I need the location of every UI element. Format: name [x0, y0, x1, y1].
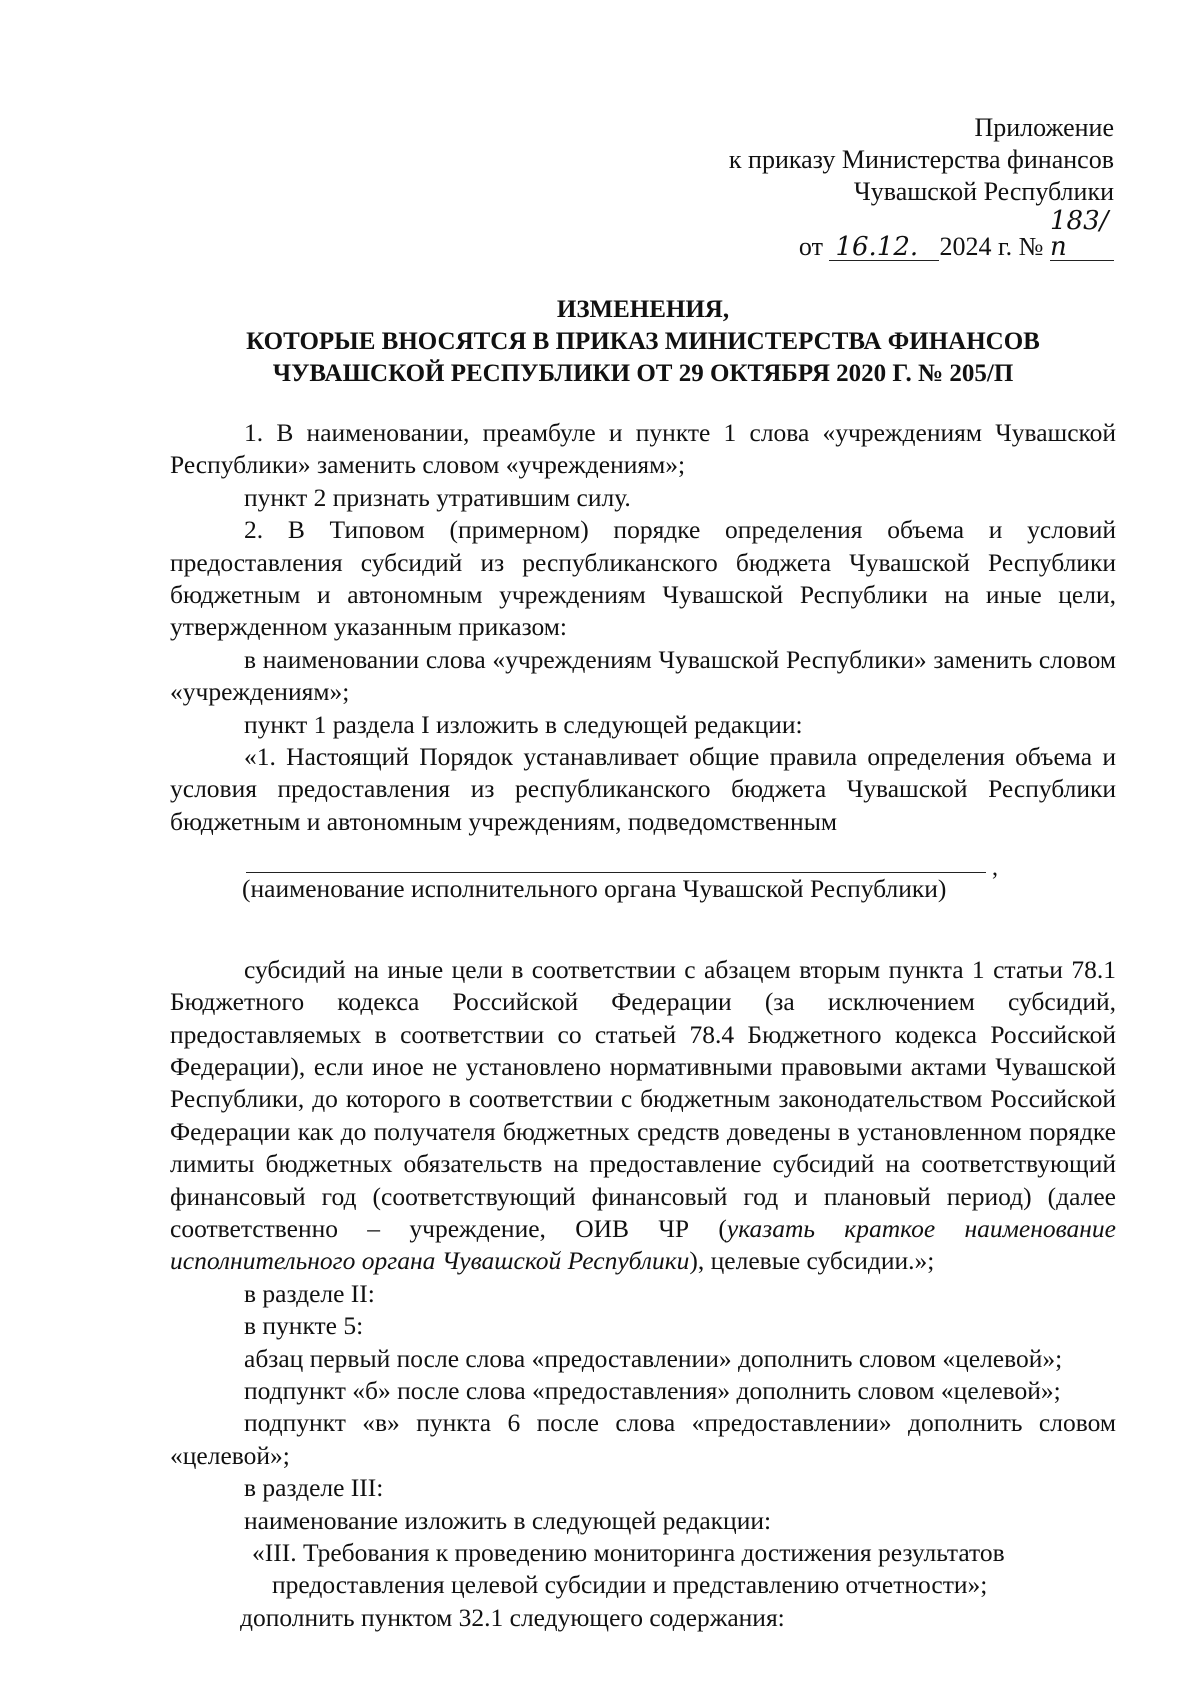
title-line-2: КОТОРЫЕ ВНОСЯТСЯ В ПРИКАЗ МИНИСТЕРСТВА ФИНАНСОВ [246, 328, 1040, 355]
paragraph: подпункт «в» пункта 6 после слова «предоставлении» дополнить словом «целевой»; [170, 1408, 1116, 1470]
paragraph: подпункт «б» после слова «предоставления» дополнить словом «целевой»; [244, 1375, 1061, 1405]
paragraph: наименование изложить в следующей редакции: [244, 1505, 772, 1535]
quoted-heading-line-1: «III. Требования к проведению мониторинга достижения результатов [252, 1538, 1005, 1567]
paragraph: в пункте 5: [244, 1311, 364, 1341]
paragraph: 1. В наименовании, преамбуле и пункте 1 слова «учреждениям Чувашской Республики» заменить словом «учреждениям»; [170, 418, 1116, 480]
paragraph: 2. В Типовом (примерном) порядке определения объема и условий предоставления субсидий из республиканского бюджета Чувашской Республики бюджетным и автономным учреждениям Чувашской Республики на иные цели, утвержденном указанным приказом: [170, 515, 1116, 642]
paragraph: в наименовании слова «учреждениям Чувашской Республики» заменить словом «учреждениям»; [170, 644, 1116, 707]
annex-prefix: от [798, 232, 823, 261]
fill-in-caption: (наименование исполнительного органа Чувашской Республики) [242, 874, 947, 904]
annex-republic: Чувашской Республики [853, 177, 1114, 206]
annex-year: 2024 г. № [939, 232, 1044, 261]
paragraph: в разделе II: [244, 1278, 375, 1308]
paragraph: «1. Настоящий Порядок устанавливает общие правила определения объема и условия предоставления из республиканского бюджета Чувашской Республики бюджетным и автономным учреждениям, подведомственным [170, 742, 1116, 836]
document-title [170, 294, 1116, 390]
paragraph: в разделе III: [244, 1473, 384, 1503]
annex-block [729, 112, 1114, 263]
paragraph: пункт 2 признать утратившим силу. [244, 482, 631, 512]
handwritten-date: 16.12. [829, 234, 939, 261]
document-body [170, 417, 1116, 1634]
paragraph [170, 954, 1116, 1278]
paragraph: пункт 1 раздела I изложить в следующей редакции: [244, 709, 803, 739]
italic-note: указать краткое наименование исполнительного органа Чувашской Республики [170, 1213, 1116, 1276]
paragraph-text: ), целевые субсидии.»; [689, 1246, 935, 1276]
title-line-1: ИЗМЕНЕНИЯ, [556, 296, 730, 323]
title-line-3: ЧУВАШСКОЙ РЕСПУБЛИКИ ОТ 29 ОКТЯБРЯ 2020 Г. № 205/П [272, 360, 1014, 387]
paragraph: абзац первый после слова «предоставлении» дополнить словом «целевой»; [244, 1343, 1063, 1373]
annex-date-line [729, 208, 1114, 263]
handwritten-number: 183/п [1050, 208, 1114, 261]
annex-label: Приложение [974, 113, 1114, 142]
fill-in-line: , [246, 852, 986, 873]
annex-order-ref: к приказу Министерства финансов [728, 145, 1114, 174]
paragraph: дополнить пунктом 32.1 следующего содержания: [240, 1602, 785, 1632]
paragraph-text: субсидий на иные цели в соответствии с абзацем вторым пункта 1 статьи 78.1 Бюджетного кодекса Российской Федерации (за исключением субсидий, предоставляемых в соответствии со статьей 78.4 Бюджетного кодекса Российской Федерации), если иное не установлено нормативными правовыми актами Чувашской Республики, до которого в соответствии с бюджетным законодательством Российской Федерации как до получателя бюджетных средств доведены в установленном порядке лимиты бюджетных обязательств на предоставление субсидий на соответствующий финансовый год (соответствующий финансовый год и плановый период) (далее соответственно – учреждение, ОИВ ЧР ( [170, 954, 1116, 1243]
quoted-heading-line-2: предоставления целевой субсидии и представлению отчетности»; [272, 1570, 988, 1600]
